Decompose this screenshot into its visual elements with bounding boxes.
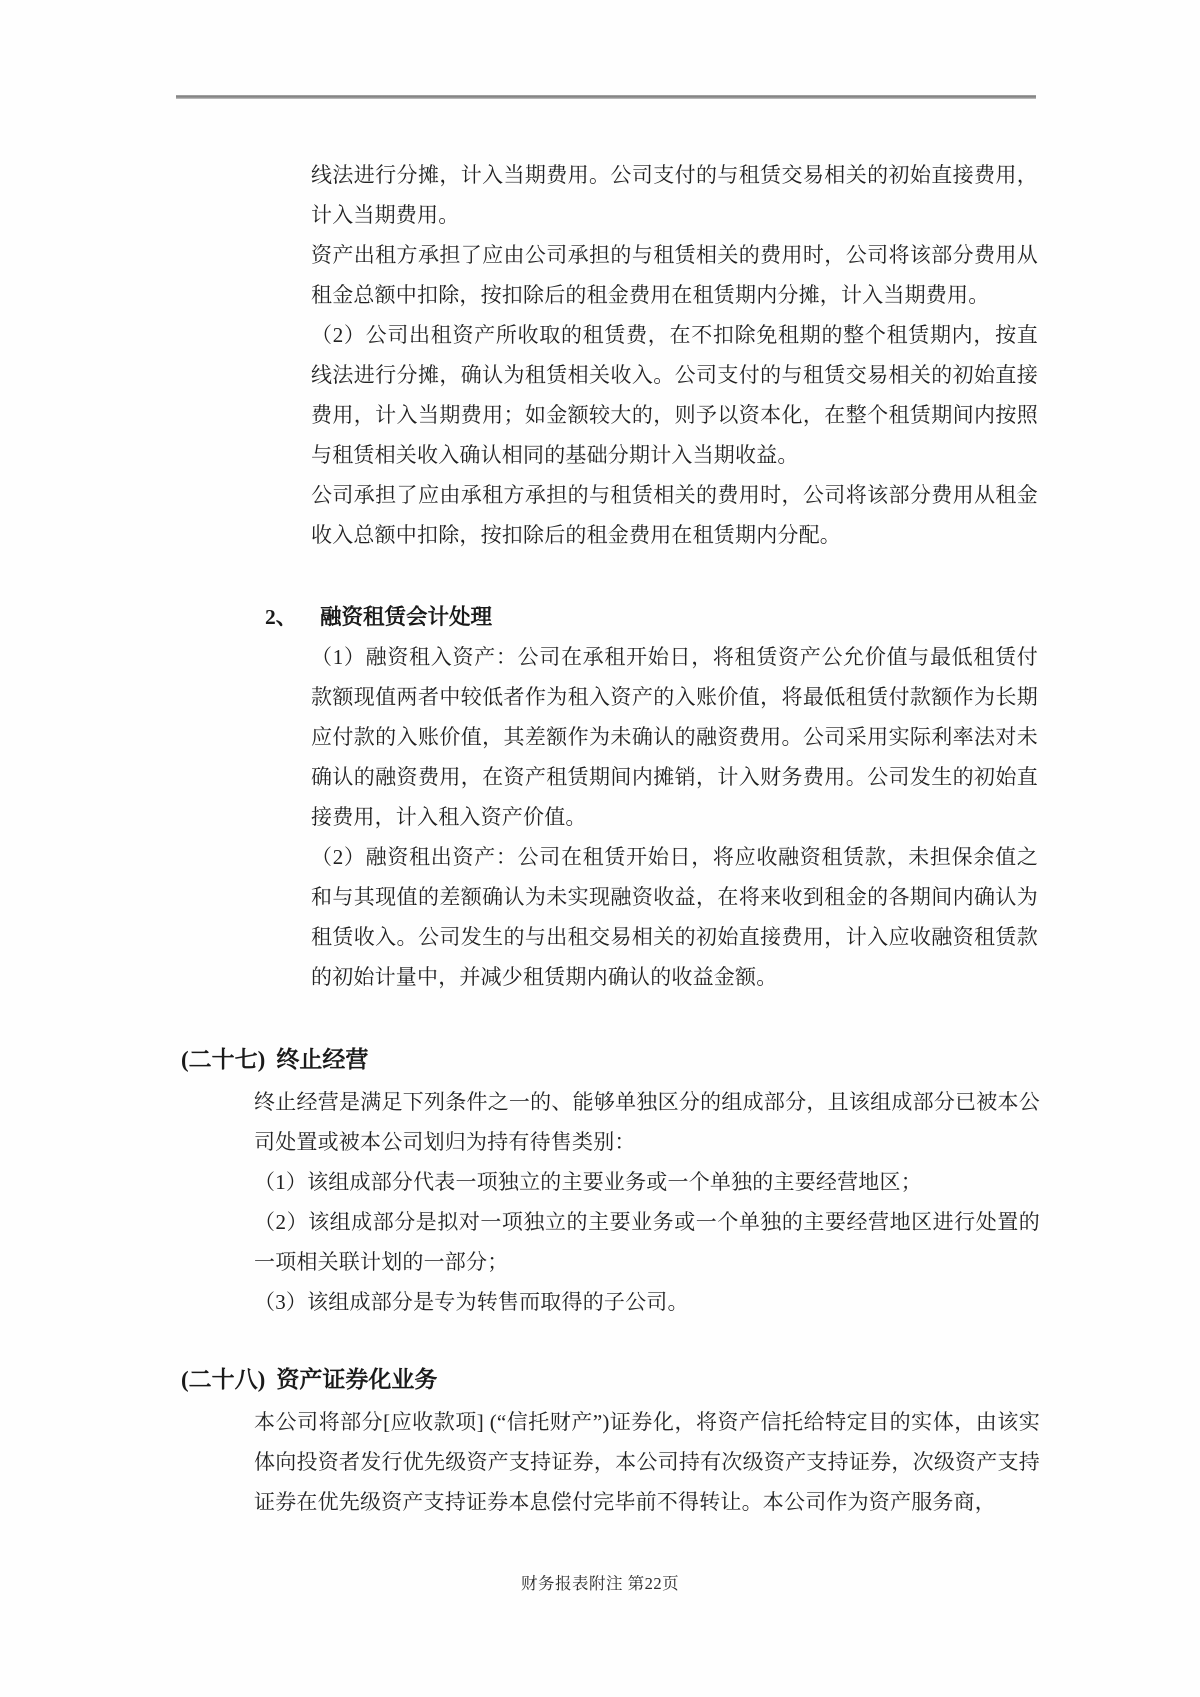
section-number: (二十八) — [181, 1367, 266, 1392]
paragraph: 线法进行分摊，计入当期费用。公司支付的与租赁交易相关的初始直接费用，计入当期费用。 — [311, 163, 1038, 227]
paragraph: （2）该组成部分是拟对一项独立的主要业务或一个单独的主要经营地区进行处置的一项相关联计划的一部分； — [254, 1210, 1040, 1274]
discontinued-operations-heading — [181, 1040, 368, 1080]
finance-lease-paragraphs-block — [311, 637, 1038, 997]
paragraph: 公司承担了应由承租方承担的与租赁相关的费用时，公司将该部分费用从租金收入总额中扣除，按扣除后的租金费用在租赁期内分配。 — [311, 483, 1038, 547]
operating-lease-continuation-block — [311, 155, 1038, 555]
paragraph: （1）该组成部分代表一项独立的主要业务或一个单独的主要经营地区； — [254, 1170, 922, 1194]
paragraph: 资产出租方承担了应由公司承担的与租赁相关的费用时，公司将该部分费用从租金总额中扣除，按扣除后的租金费用在租赁期内分摊，计入当期费用。 — [311, 243, 1038, 307]
page-footer: 财务报表附注 第22页 — [520, 1574, 680, 1593]
section-title: 终止经营 — [276, 1047, 369, 1072]
section-number: (二十七) — [181, 1047, 266, 1072]
paragraph: （1）融资租入资产：公司在承租开始日，将租赁资产公允价值与最低租赁付款额现值两者中较低者作为租入资产的入账价值，将最低租赁付款额作为长期应付款的入账价值，其差额作为未确认的融资费用。公司采用实际利率法对未确认的融资费用，在资产租赁期间内摊销，计入财务费用。公司发生的初始直接费用，计入租入资产价值。 — [311, 645, 1038, 829]
finance-lease-heading-title: 融资租赁会计处理 — [320, 605, 493, 629]
header-rule — [176, 95, 1036, 99]
paragraph: （2）融资租出资产：公司在租赁开始日，将应收融资租赁款，未担保余值之和与其现值的差额确认为未实现融资收益，在将来收到租金的各期间内确认为租赁收入。公司发生的与出租交易相关的初始直接费用，计入应收融资租赁款的初始计量中，并减少租赁期内确认的收益金额。 — [311, 845, 1038, 989]
paragraph: （2）公司出租资产所收取的租赁费，在不扣除免租期的整个租赁期内，按直线法进行分摊，确认为租赁相关收入。公司支付的与租赁交易相关的初始直接费用，计入当期费用；如金额较大的，则予以资本化，在整个租赁期间内按照与租赁相关收入确认相同的基础分期计入当期收益。 — [311, 323, 1038, 467]
paragraph: （3）该组成部分是专为转售而取得的子公司。 — [254, 1290, 689, 1314]
paragraph: 终止经营是满足下列条件之一的、能够单独区分的组成部分，且该组成部分已被本公司处置或被本公司划归为持有待售类别： — [254, 1090, 1040, 1154]
section-title: 资产证券化业务 — [276, 1367, 438, 1392]
finance-lease-heading-number: 2、 — [265, 605, 298, 629]
asset-securitization-paragraphs-block — [254, 1402, 1040, 1522]
paragraph: 本公司将部分[应收款项] (“信托财产”)证券化，将资产信托给特定目的实体，由该实体向投资者发行优先级资产支持证券，本公司持有次级资产支持证券，次级资产支持证券在优先级资产支持证券本息偿付完毕前不得转让。本公司作为资产服务商， — [254, 1410, 1040, 1514]
discontinued-operations-paragraphs-block — [254, 1082, 1040, 1322]
asset-securitization-heading — [181, 1360, 437, 1400]
finance-lease-heading — [265, 597, 492, 637]
